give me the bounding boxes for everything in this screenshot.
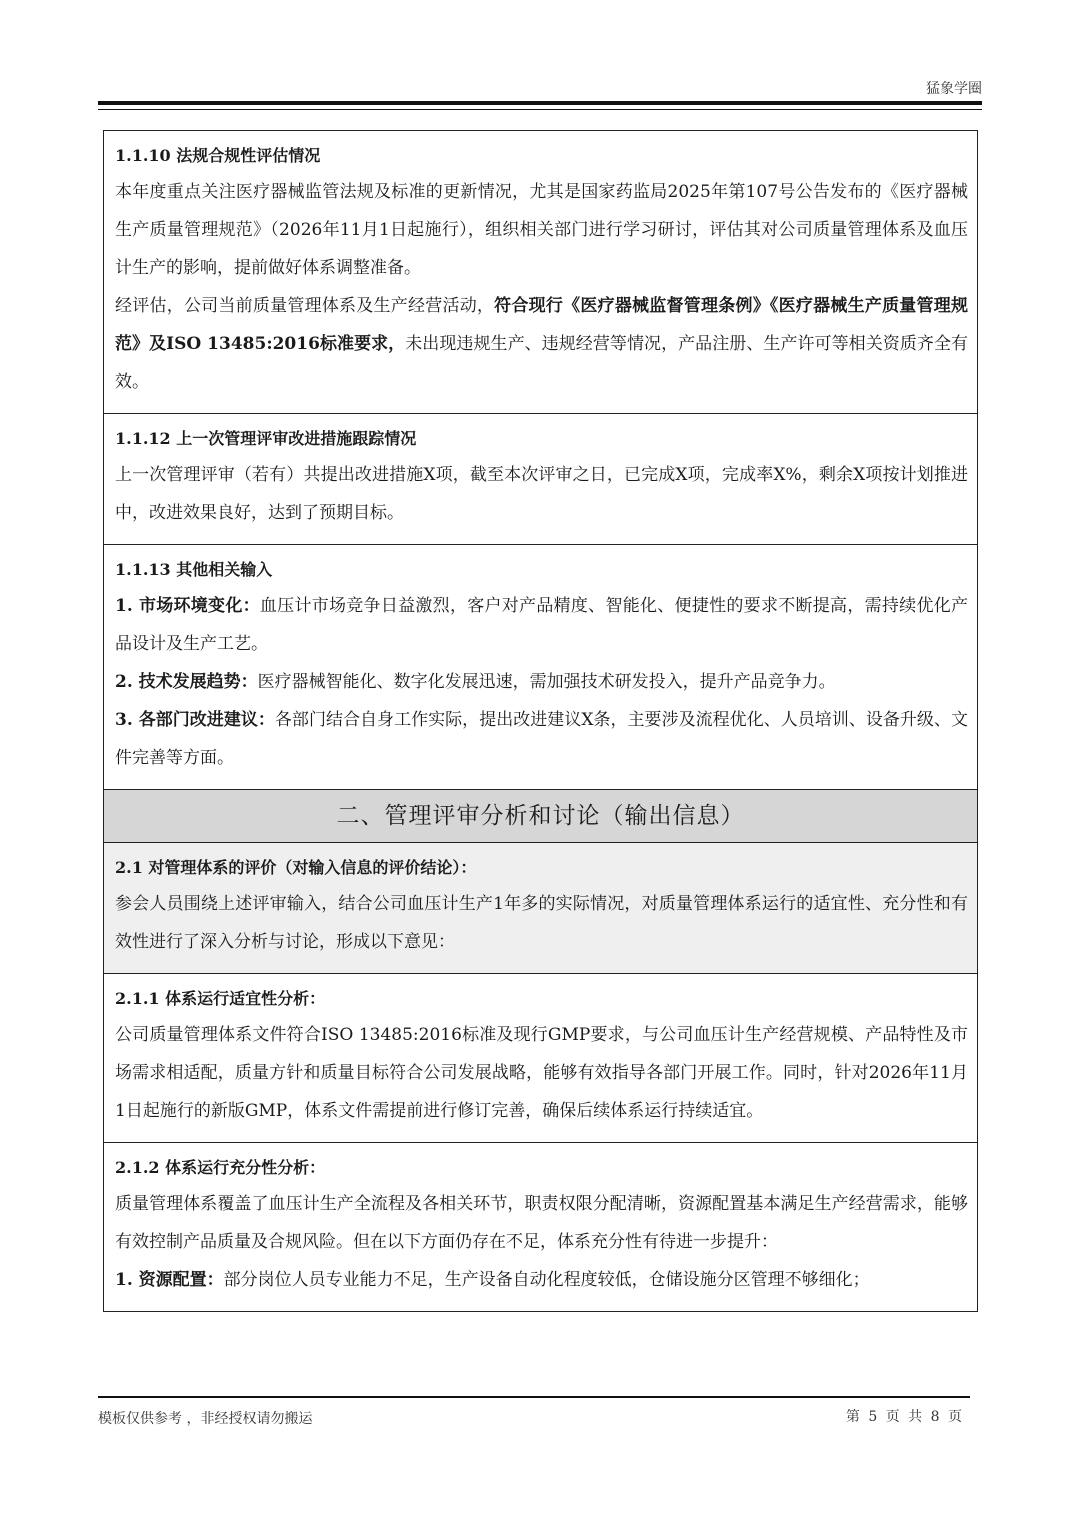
text-span: 经评估，公司当前质量管理体系及生产经营活动，: [115, 296, 495, 316]
item-label: 3. 各部门改进建议：: [115, 710, 275, 730]
item-label: 1. 市场环境变化：: [115, 596, 260, 616]
section-1-1-12: [104, 414, 977, 545]
list-item: [115, 587, 968, 663]
paragraph: 上一次管理评审（若有）共提出改进措施X项，截至本次评审之日，已完成X项，完成率X%，剩余X项按计划推进中，改进效果良好，达到了预期目标。: [115, 465, 968, 523]
brand-label: 猛象学圈: [926, 81, 982, 97]
document-table: [103, 130, 978, 1312]
section-title: 2.1.1 体系运行适宜性分析：: [115, 989, 326, 1008]
bold-span: 符合现行《医疗器械监督管理条例》《医疗器械生产质量管理规范》及ISO 13485:2016标准要求，: [115, 296, 969, 354]
paragraph: [115, 287, 968, 401]
section-2-1-1: [104, 974, 977, 1143]
section-1-1-10: [104, 131, 977, 414]
item-label: 2. 技术发展趋势：: [115, 672, 258, 692]
footer-disclaimer: 模板仅供参考 ，非经授权请勿搬运: [98, 1411, 313, 1427]
list-item: [115, 1261, 968, 1299]
item-text: 医疗器械智能化、数字化发展迅速，需加强技术研发投入，提升产品竞争力。: [257, 672, 836, 692]
item-text: 部分岗位人员专业能力不足，生产设备自动化程度较低，仓储设施分区管理不够细化；: [223, 1270, 870, 1290]
list-item: [115, 663, 968, 701]
paragraph: 质量管理体系覆盖了血压计生产全流程及各相关环节，职责权限分配清晰，资源配置基本满足生产经营需求，能够有效控制产品质量及合规风险。但在以下方面仍存在不足，体系充分性有待进一步提升：: [115, 1194, 968, 1252]
section-title: 1.1.13 其他相关输入: [115, 560, 273, 579]
item-text: 各部门结合自身工作实际，提出改进建议X条，主要涉及流程优化、人员培训、设备升级、文件完善等方面。: [115, 710, 968, 768]
section-band-title: 二、管理评审分析和讨论（输出信息）: [104, 790, 977, 843]
footer-rule: [98, 1396, 970, 1398]
paragraph: 参会人员围绕上述评审输入，结合公司血压计生产1年多的实际情况，对质量管理体系运行的适宜性、充分性和有效性进行了深入分析与讨论，形成以下意见：: [115, 894, 968, 952]
page-number: 第 5 页 共 8 页: [845, 1409, 962, 1425]
section-title: 2.1.2 体系运行充分性分析：: [115, 1158, 326, 1177]
section-title: 1.1.10 法规合规性评估情况: [115, 146, 321, 165]
header-rule-thin: [98, 109, 982, 110]
header-rule-thick: [98, 101, 982, 105]
section-2-1: [104, 843, 977, 974]
item-label: 1. 资源配置：: [115, 1270, 224, 1290]
section-title: 1.1.12 上一次管理评审改进措施跟踪情况: [115, 429, 417, 448]
list-item: [115, 701, 968, 777]
section-title: 2.1 对管理体系的评价（对输入信息的评价结论）：: [115, 858, 477, 877]
section-1-1-13: [104, 545, 977, 790]
text-span: 未出现违规生产、违规经营等情况，产品注册、生产许可等相关资质齐全有效。: [115, 334, 968, 392]
item-text: 血压计市场竞争日益激烈，客户对产品精度、智能化、便捷性的要求不断提高，需持续优化产品设计及生产工艺。: [115, 596, 968, 654]
paragraph: 公司质量管理体系文件符合ISO 13485:2016标准及现行GMP要求，与公司血压计生产经营规模、产品特性及市场需求相适配，质量方针和质量目标符合公司发展战略，能够有效指导各部门开展工作。同时，针对2026年11月1日起施行的新版GMP，体系文件需提前进行修订完善，确保后续体系运行持续适宜。: [115, 1025, 968, 1121]
paragraph: 本年度重点关注医疗器械监管法规及标准的更新情况，尤其是国家药监局2025年第107号公告发布的《医疗器械生产质量管理规范》（2026年11月1日起施行），组织相关部门进行学习研讨，评估其对公司质量管理体系及血压计生产的影响，提前做好体系调整准备。: [115, 182, 968, 278]
section-2-1-2: [104, 1143, 977, 1311]
